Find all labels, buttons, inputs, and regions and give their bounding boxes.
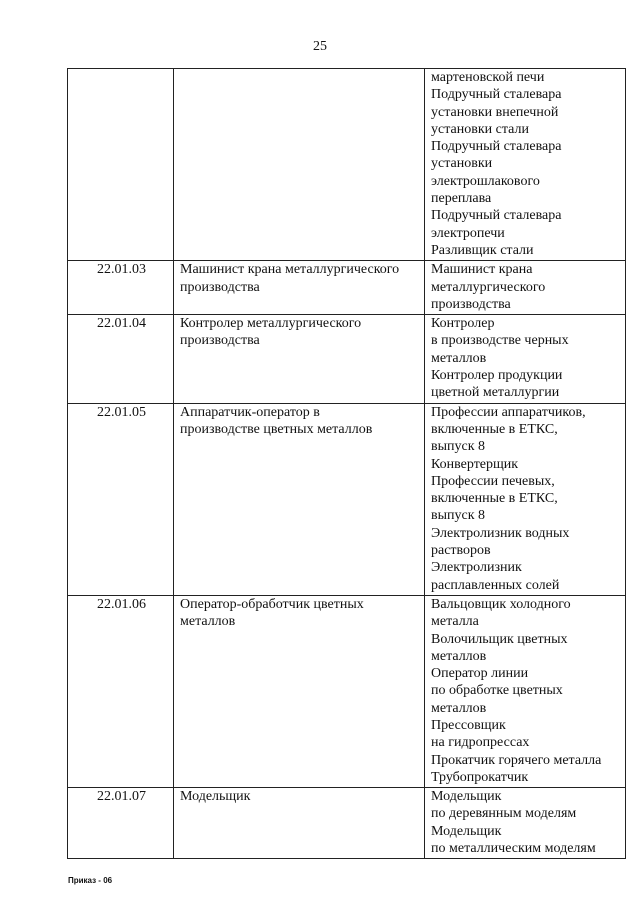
profession-name-line: производстве цветных металлов bbox=[180, 421, 373, 437]
related-profession-line: Подручный сталевара bbox=[431, 87, 562, 103]
profession-name-line: производства bbox=[180, 279, 260, 295]
related-profession-line: Разливщик стали bbox=[431, 242, 534, 258]
footer-note: Приказ - 06 bbox=[68, 876, 113, 885]
profession-name-cell bbox=[174, 315, 425, 403]
related-profession-line: Волочильщик цветных bbox=[431, 631, 568, 647]
related-profession-line: выпуск 8 bbox=[431, 439, 486, 455]
professions-table bbox=[67, 68, 626, 859]
profession-name-cell bbox=[174, 261, 425, 315]
related-profession-line: растворов bbox=[431, 543, 491, 559]
related-profession-line: металлургического bbox=[431, 279, 546, 295]
related-profession-line: Трубопрокатчик bbox=[431, 769, 529, 785]
related-profession-line: по металлическим моделям bbox=[431, 841, 596, 857]
profession-name-line: производства bbox=[180, 333, 260, 349]
profession-name-line: Контролер металлургического bbox=[180, 316, 362, 332]
table-row bbox=[68, 403, 626, 595]
profession-code-cell: 22.01.04 bbox=[68, 315, 174, 403]
related-profession-line: Электролизник водных bbox=[431, 525, 570, 541]
related-profession-line: Модельщик bbox=[431, 823, 502, 839]
profession-code-cell: 22.01.03 bbox=[68, 261, 174, 315]
related-profession-line: по обработке цветных bbox=[431, 683, 563, 699]
profession-name-cell bbox=[174, 69, 425, 261]
related-profession-line: металлов bbox=[431, 700, 487, 716]
related-profession-line: электропечи bbox=[431, 225, 505, 241]
table-row bbox=[68, 315, 626, 403]
related-profession-line: Прокатчик горячего металла bbox=[431, 752, 602, 768]
related-profession-line: расплавленных солей bbox=[431, 577, 560, 593]
related-professions-cell bbox=[425, 595, 626, 787]
related-profession-line: Электролизник bbox=[431, 560, 522, 576]
related-profession-line: в производстве черных bbox=[431, 333, 569, 349]
profession-name-cell bbox=[174, 788, 425, 859]
related-professions-cell bbox=[425, 261, 626, 315]
profession-code-cell bbox=[68, 69, 174, 261]
related-profession-line: Модельщик bbox=[431, 789, 502, 805]
related-profession-line: по деревянным моделям bbox=[431, 806, 577, 822]
related-profession-line: включенные в ЕТКС, bbox=[431, 491, 558, 507]
table-row bbox=[68, 69, 626, 261]
profession-name-line: металлов bbox=[180, 614, 236, 630]
profession-code-cell: 22.01.06 bbox=[68, 595, 174, 787]
related-profession-line: выпуск 8 bbox=[431, 508, 486, 524]
related-profession-line: Оператор линии bbox=[431, 666, 529, 682]
related-profession-line: установки внепечной bbox=[431, 104, 559, 120]
profession-name-line: Оператор-обработчик цветных bbox=[180, 596, 364, 612]
related-professions-cell bbox=[425, 788, 626, 859]
professions-table-body bbox=[68, 69, 626, 859]
page-number: 25 bbox=[313, 39, 327, 54]
related-profession-line: Профессии аппаратчиков, bbox=[431, 404, 586, 420]
related-professions-cell bbox=[425, 315, 626, 403]
table-row bbox=[68, 788, 626, 859]
related-profession-line: Профессии печевых, bbox=[431, 473, 555, 489]
profession-name-cell bbox=[174, 403, 425, 595]
related-profession-line: Контролер продукции bbox=[431, 368, 563, 384]
related-profession-line: Машинист крана bbox=[431, 262, 533, 278]
profession-name-line: Машинист крана металлургического bbox=[180, 262, 400, 278]
related-profession-line: Вальцовщик холодного bbox=[431, 596, 571, 612]
related-profession-line: металлов bbox=[431, 648, 487, 664]
profession-name-line: Модельщик bbox=[180, 789, 251, 805]
table-row bbox=[68, 261, 626, 315]
related-profession-line: Контролер bbox=[431, 316, 495, 332]
related-profession-line: производства bbox=[431, 296, 511, 312]
related-profession-line: мартеновской печи bbox=[431, 70, 545, 85]
related-profession-line: металла bbox=[431, 614, 479, 630]
related-profession-line: установки bbox=[431, 156, 493, 172]
related-profession-line: включенные в ЕТКС, bbox=[431, 421, 558, 437]
related-professions-cell bbox=[425, 403, 626, 595]
profession-code-cell: 22.01.05 bbox=[68, 403, 174, 595]
table-row bbox=[68, 595, 626, 787]
related-profession-line: Подручный сталевара bbox=[431, 139, 562, 155]
related-profession-line: Прессовщик bbox=[431, 717, 506, 733]
profession-name-cell bbox=[174, 595, 425, 787]
related-professions-cell bbox=[425, 69, 626, 261]
profession-name-line: Аппаратчик-оператор в bbox=[180, 404, 320, 420]
related-profession-line: цветной металлургии bbox=[431, 385, 560, 401]
related-profession-line: Конвертерщик bbox=[431, 456, 519, 472]
related-profession-line: на гидропрессах bbox=[431, 735, 530, 751]
related-profession-line: электрошлакового bbox=[431, 173, 540, 189]
profession-code-cell: 22.01.07 bbox=[68, 788, 174, 859]
related-profession-line: металлов bbox=[431, 350, 487, 366]
related-profession-line: переплава bbox=[431, 191, 492, 207]
related-profession-line: установки стали bbox=[431, 121, 529, 137]
related-profession-line: Подручный сталевара bbox=[431, 208, 562, 224]
